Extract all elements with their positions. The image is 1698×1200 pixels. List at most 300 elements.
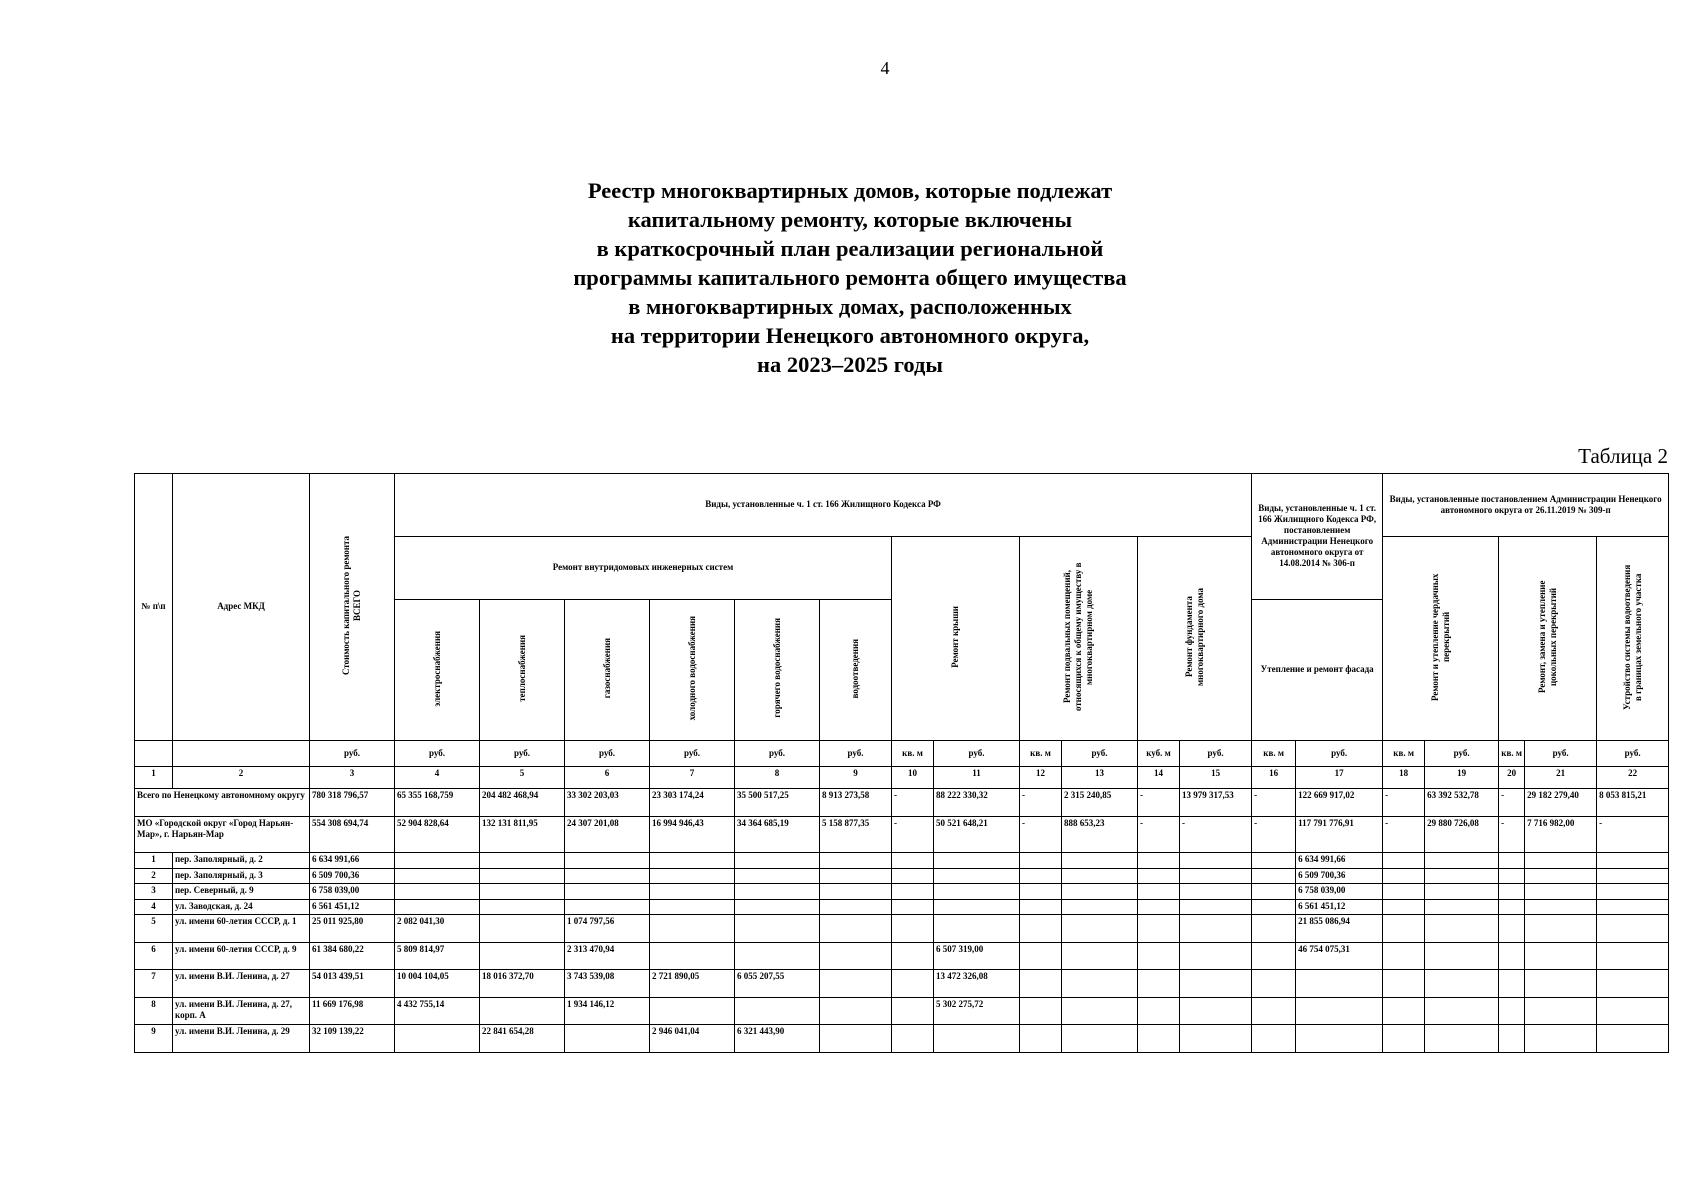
value-cell <box>1597 899 1669 914</box>
column-number-cell: 3 <box>310 767 395 789</box>
address-cell: ул. имени 60-летия СССР, д. 9 <box>173 942 310 970</box>
value-cell <box>1252 942 1296 970</box>
unit-cell: руб. <box>310 740 395 766</box>
summary-label-cell: МО «Городской округ «Город Нарьян-Мар», г. Нарьян-Мар <box>135 816 310 852</box>
value-cell <box>934 915 1020 943</box>
column-number-cell: 7 <box>650 767 735 789</box>
value-cell: - <box>1383 816 1425 852</box>
column-number-cell: 12 <box>1020 767 1062 789</box>
value-cell <box>892 884 934 899</box>
value-cell <box>1525 868 1597 883</box>
unit-cell: кв. м <box>1252 740 1296 766</box>
value-cell <box>480 942 565 970</box>
address-cell: ул. имени В.И. Ленина, д. 27 <box>173 970 310 998</box>
value-cell <box>1020 997 1062 1025</box>
value-cell <box>1252 1025 1296 1053</box>
table-body <box>135 789 1669 1053</box>
row-number-cell: 7 <box>135 970 173 998</box>
value-cell <box>650 942 735 970</box>
header-row <box>135 474 1669 537</box>
value-cell: 204 482 468,94 <box>480 789 565 817</box>
unit-cell: руб. <box>480 740 565 766</box>
value-cell <box>820 915 892 943</box>
value-cell <box>480 884 565 899</box>
value-cell <box>1383 942 1425 970</box>
value-cell <box>1383 997 1425 1025</box>
value-cell: 3 743 539,08 <box>565 970 650 998</box>
header-roof: Ремонт крыши <box>892 536 1020 740</box>
value-cell <box>934 1025 1020 1053</box>
value-cell <box>820 942 892 970</box>
value-cell <box>1296 970 1383 998</box>
value-cell <box>1062 915 1138 943</box>
value-cell <box>735 942 820 970</box>
value-cell <box>1020 884 1062 899</box>
address-cell: ул. имени 60-летия СССР, д. 1 <box>173 915 310 943</box>
value-cell: 122 669 917,02 <box>1296 789 1383 817</box>
value-cell <box>735 884 820 899</box>
value-cell: - <box>1020 816 1062 852</box>
value-cell: 8 053 815,21 <box>1597 789 1669 817</box>
value-cell <box>1020 1025 1062 1053</box>
value-cell <box>1597 868 1669 883</box>
page-number: 4 <box>880 58 890 78</box>
title-line: в многоквартирных домах, расположенных <box>628 294 1072 319</box>
header-total-cost: Стоимость капитального ремонта ВСЕГО <box>310 474 395 741</box>
value-cell: 7 716 982,00 <box>1525 816 1597 852</box>
value-cell: 2 315 240,85 <box>1062 789 1138 817</box>
value-cell: 18 016 372,70 <box>480 970 565 998</box>
header-group-306: Виды, установленные ч. 1 ст. 166 Жилищного Кодекса РФ, постановлением Администрации Ненецкого автономного округа от 14.08.2014 № 306-п <box>1252 474 1383 600</box>
value-cell <box>1425 915 1499 943</box>
value-cell <box>1425 970 1499 998</box>
value-cell <box>1138 970 1180 998</box>
value-cell <box>934 899 1020 914</box>
value-cell <box>892 853 934 868</box>
value-cell <box>565 853 650 868</box>
value-cell <box>1597 853 1669 868</box>
document-title <box>500 176 1200 379</box>
value-cell <box>650 899 735 914</box>
unit-cell: кв. м <box>1499 740 1525 766</box>
value-cell: 5 809 814,97 <box>395 942 480 970</box>
table-row <box>135 915 1669 943</box>
unit-cell: руб. <box>1597 740 1669 766</box>
value-cell: 23 303 174,24 <box>650 789 735 817</box>
value-cell: 6 321 443,90 <box>735 1025 820 1053</box>
value-cell: - <box>1499 789 1525 817</box>
title-line: на 2023–2025 годы <box>757 352 943 377</box>
header-drainage: Устройство системы водоотведения в границах земельного участка <box>1597 536 1669 740</box>
address-cell: пер. Заполярный, д. 2 <box>173 853 310 868</box>
value-cell <box>1180 997 1252 1025</box>
value-cell: 6 758 039,00 <box>310 884 395 899</box>
header-attic: Ремонт и утепление чердачных перекрытий <box>1383 536 1499 740</box>
value-cell <box>1425 942 1499 970</box>
value-cell <box>1138 884 1180 899</box>
unit-cell: руб. <box>934 740 1020 766</box>
value-cell <box>1499 1025 1525 1053</box>
table-row <box>135 884 1669 899</box>
value-cell: 34 364 685,19 <box>735 816 820 852</box>
table-row <box>135 1025 1669 1053</box>
row-number-cell: 2 <box>135 868 173 883</box>
column-number-cell: 10 <box>892 767 934 789</box>
value-cell: 6 509 700,36 <box>1296 868 1383 883</box>
value-cell <box>650 915 735 943</box>
value-cell <box>735 868 820 883</box>
value-cell: - <box>1383 789 1425 817</box>
value-cell <box>1383 868 1425 883</box>
value-cell <box>1180 970 1252 998</box>
value-cell <box>1020 942 1062 970</box>
value-cell <box>565 1025 650 1053</box>
value-cell: 6 634 991,66 <box>1296 853 1383 868</box>
value-cell <box>1525 899 1597 914</box>
unit-cell: кв. м <box>892 740 934 766</box>
value-cell <box>1020 970 1062 998</box>
value-cell <box>735 899 820 914</box>
value-cell: 6 634 991,66 <box>310 853 395 868</box>
value-cell: 65 355 168,759 <box>395 789 480 817</box>
value-cell: 10 004 104,05 <box>395 970 480 998</box>
value-cell: 2 721 890,05 <box>650 970 735 998</box>
column-number-cell: 9 <box>820 767 892 789</box>
value-cell <box>1525 1025 1597 1053</box>
value-cell <box>1062 853 1138 868</box>
value-cell <box>1180 915 1252 943</box>
unit-cell: кв. м <box>1020 740 1062 766</box>
value-cell <box>1062 997 1138 1025</box>
value-cell: 2 082 041,30 <box>395 915 480 943</box>
value-cell <box>1425 997 1499 1025</box>
value-cell: 35 500 517,25 <box>735 789 820 817</box>
value-cell: 4 432 755,14 <box>395 997 480 1025</box>
value-cell <box>1597 915 1669 943</box>
value-cell: 6 507 319,00 <box>934 942 1020 970</box>
value-cell: 6 561 451,12 <box>1296 899 1383 914</box>
value-cell <box>480 853 565 868</box>
units-row <box>135 740 1669 766</box>
title-line: капитальному ремонту, которые включены <box>627 207 1073 232</box>
unit-cell: руб. <box>1296 740 1383 766</box>
value-cell <box>735 997 820 1025</box>
value-cell <box>1252 915 1296 943</box>
value-cell <box>1525 942 1597 970</box>
value-cell: 29 880 726,08 <box>1425 816 1499 852</box>
unit-cell: руб. <box>735 740 820 766</box>
table-row <box>135 942 1669 970</box>
value-cell <box>820 970 892 998</box>
value-cell <box>1383 970 1425 998</box>
value-cell <box>395 868 480 883</box>
column-number-cell: 16 <box>1252 767 1296 789</box>
value-cell: 6 055 207,55 <box>735 970 820 998</box>
value-cell: 1 934 146,12 <box>565 997 650 1025</box>
value-cell: 11 669 176,98 <box>310 997 395 1025</box>
value-cell <box>1525 970 1597 998</box>
row-number-cell: 5 <box>135 915 173 943</box>
value-cell <box>1296 997 1383 1025</box>
value-cell <box>480 868 565 883</box>
address-cell: пер. Северный, д. 9 <box>173 884 310 899</box>
value-cell: 6 561 451,12 <box>310 899 395 914</box>
column-number-cell: 17 <box>1296 767 1383 789</box>
value-cell <box>480 915 565 943</box>
value-cell <box>1062 899 1138 914</box>
value-cell <box>892 997 934 1025</box>
value-cell: 117 791 776,91 <box>1296 816 1383 852</box>
value-cell: 2 946 041,04 <box>650 1025 735 1053</box>
header-hot-water: горячего водоснабжения <box>735 599 820 740</box>
value-cell: 6 758 039,00 <box>1296 884 1383 899</box>
value-cell <box>1597 997 1669 1025</box>
value-cell: - <box>1252 789 1296 817</box>
column-number-cell: 20 <box>1499 767 1525 789</box>
value-cell: 8 913 273,58 <box>820 789 892 817</box>
value-cell <box>1180 899 1252 914</box>
value-cell: 33 302 203,03 <box>565 789 650 817</box>
value-cell <box>1597 970 1669 998</box>
value-cell <box>1499 915 1525 943</box>
header-sewer: водоотведения <box>820 599 892 740</box>
value-cell: 88 222 330,32 <box>934 789 1020 817</box>
value-cell <box>1020 868 1062 883</box>
registry-table <box>134 473 1669 1053</box>
value-cell <box>1499 868 1525 883</box>
value-cell <box>735 915 820 943</box>
value-cell <box>395 884 480 899</box>
value-cell <box>1062 884 1138 899</box>
value-cell <box>1296 1025 1383 1053</box>
table-row <box>135 853 1669 868</box>
value-cell <box>820 1025 892 1053</box>
value-cell <box>1252 997 1296 1025</box>
value-cell <box>1597 884 1669 899</box>
value-cell <box>1499 899 1525 914</box>
value-cell <box>1597 1025 1669 1053</box>
value-cell <box>1252 853 1296 868</box>
value-cell: 780 318 796,57 <box>310 789 395 817</box>
value-cell: - <box>1138 789 1180 817</box>
value-cell: 54 013 439,51 <box>310 970 395 998</box>
value-cell <box>480 997 565 1025</box>
value-cell <box>1252 884 1296 899</box>
value-cell <box>480 899 565 914</box>
unit-cell: руб. <box>1425 740 1499 766</box>
column-number-cell: 13 <box>1062 767 1138 789</box>
value-cell: - <box>1138 816 1180 852</box>
header-basement: Ремонт подвальных помещений, относящихся к общему имуществу в многоквартирном доме <box>1020 536 1138 740</box>
value-cell <box>1383 915 1425 943</box>
address-cell: ул. имени В.И. Ленина, д. 27, корп. А <box>173 997 310 1025</box>
value-cell <box>650 868 735 883</box>
units-empty-cell <box>173 740 310 766</box>
value-cell <box>1138 997 1180 1025</box>
value-cell <box>1020 899 1062 914</box>
value-cell: 13 979 317,53 <box>1180 789 1252 817</box>
value-cell <box>1383 1025 1425 1053</box>
address-cell: пер. Заполярный, д. 3 <box>173 868 310 883</box>
column-number-cell: 15 <box>1180 767 1252 789</box>
value-cell: 1 074 797,56 <box>565 915 650 943</box>
summary-label-cell: Всего по Ненецкому автономному округу <box>135 789 310 817</box>
address-cell: ул. Заводская, д. 24 <box>173 899 310 914</box>
value-cell: 5 158 877,35 <box>820 816 892 852</box>
value-cell: 24 307 201,08 <box>565 816 650 852</box>
column-number-cell: 2 <box>173 767 310 789</box>
value-cell <box>395 853 480 868</box>
value-cell: - <box>892 816 934 852</box>
value-cell <box>1425 868 1499 883</box>
value-cell: 50 521 648,21 <box>934 816 1020 852</box>
column-numbers-row <box>135 767 1669 789</box>
value-cell: 888 653,23 <box>1062 816 1138 852</box>
value-cell: 63 392 532,78 <box>1425 789 1499 817</box>
value-cell: 21 855 086,94 <box>1296 915 1383 943</box>
value-cell <box>1138 868 1180 883</box>
value-cell <box>892 1025 934 1053</box>
unit-cell: руб. <box>565 740 650 766</box>
header-num: № п\п <box>135 474 173 741</box>
value-cell: 16 994 946,43 <box>650 816 735 852</box>
table-row <box>135 997 1669 1025</box>
value-cell <box>1383 899 1425 914</box>
header-plinth: Ремонт, замена и утепление цокольных перекрытий <box>1499 536 1597 740</box>
value-cell: 2 313 470,94 <box>565 942 650 970</box>
value-cell <box>1252 868 1296 883</box>
value-cell <box>820 853 892 868</box>
value-cell: 554 308 694,74 <box>310 816 395 852</box>
value-cell: 61 384 680,22 <box>310 942 395 970</box>
value-cell <box>1425 884 1499 899</box>
value-cell <box>1525 915 1597 943</box>
value-cell: 46 754 075,31 <box>1296 942 1383 970</box>
row-number-cell: 8 <box>135 997 173 1025</box>
value-cell <box>395 899 480 914</box>
header-facade: Утепление и ремонт фасада <box>1252 599 1383 740</box>
value-cell <box>1383 853 1425 868</box>
value-cell <box>650 997 735 1025</box>
value-cell <box>1138 899 1180 914</box>
value-cell <box>1020 853 1062 868</box>
value-cell: 13 472 326,08 <box>934 970 1020 998</box>
header-foundation: Ремонт фундамента многоквартирного дома <box>1138 536 1252 740</box>
column-number-cell: 18 <box>1383 767 1425 789</box>
unit-cell: куб. м <box>1138 740 1180 766</box>
value-cell <box>1138 942 1180 970</box>
value-cell <box>1525 853 1597 868</box>
table-label: Таблица 2 <box>1578 444 1668 468</box>
value-cell <box>892 915 934 943</box>
value-cell <box>892 868 934 883</box>
value-cell: 22 841 654,28 <box>480 1025 565 1053</box>
table-row <box>135 868 1669 883</box>
value-cell <box>1425 853 1499 868</box>
row-number-cell: 3 <box>135 884 173 899</box>
unit-cell: руб. <box>1525 740 1597 766</box>
column-number-cell: 22 <box>1597 767 1669 789</box>
value-cell <box>1499 942 1525 970</box>
unit-cell: руб. <box>820 740 892 766</box>
value-cell <box>1499 853 1525 868</box>
value-cell <box>650 853 735 868</box>
title-line: программы капитального ремонта общего имущества <box>573 265 1127 290</box>
value-cell <box>1425 899 1499 914</box>
value-cell: 25 011 925,80 <box>310 915 395 943</box>
unit-cell: руб. <box>395 740 480 766</box>
header-cold-water: холодного водоснабжения <box>650 599 735 740</box>
value-cell <box>1499 884 1525 899</box>
value-cell <box>820 884 892 899</box>
value-cell <box>1062 868 1138 883</box>
value-cell: - <box>892 789 934 817</box>
value-cell <box>1180 1025 1252 1053</box>
value-cell <box>735 853 820 868</box>
value-cell <box>934 884 1020 899</box>
header-engineering: Ремонт внутридомовых инженерных систем <box>395 536 892 599</box>
value-cell <box>1062 942 1138 970</box>
value-cell <box>1499 970 1525 998</box>
column-number-cell: 4 <box>395 767 480 789</box>
value-cell: 6 509 700,36 <box>310 868 395 883</box>
header-heat: теплоснабжения <box>480 599 565 740</box>
value-cell: - <box>1180 816 1252 852</box>
title-line: на территории Ненецкого автономного округа, <box>610 323 1090 348</box>
value-cell <box>892 942 934 970</box>
title-line: Реестр многоквартирных домов, которые подлежат <box>587 178 1113 203</box>
unit-cell: руб. <box>650 740 735 766</box>
value-cell <box>1597 942 1669 970</box>
value-cell <box>1180 942 1252 970</box>
value-cell: 52 904 828,64 <box>395 816 480 852</box>
value-cell <box>1138 915 1180 943</box>
value-cell <box>820 899 892 914</box>
table-row <box>135 816 1669 852</box>
column-number-cell: 19 <box>1425 767 1499 789</box>
header-electro: электроснабжения <box>395 599 480 740</box>
value-cell <box>1180 884 1252 899</box>
header-group-309: Виды, установленные постановлением Администрации Ненецкого автономного округа от 26.11.2019 № 309-п <box>1383 474 1669 537</box>
unit-cell: руб. <box>1180 740 1252 766</box>
value-cell <box>1525 997 1597 1025</box>
value-cell <box>395 1025 480 1053</box>
value-cell: 132 131 811,95 <box>480 816 565 852</box>
value-cell <box>1062 1025 1138 1053</box>
column-number-cell: 14 <box>1138 767 1180 789</box>
value-cell <box>934 868 1020 883</box>
value-cell <box>1252 970 1296 998</box>
value-cell <box>565 868 650 883</box>
units-empty-cell <box>135 740 173 766</box>
header-group-166: Виды, установленные ч. 1 ст. 166 Жилищного Кодекса РФ <box>395 474 1252 537</box>
value-cell <box>565 884 650 899</box>
row-number-cell: 1 <box>135 853 173 868</box>
unit-cell: руб. <box>1062 740 1138 766</box>
value-cell: - <box>1499 816 1525 852</box>
column-number-cell: 1 <box>135 767 173 789</box>
header-gas: газоснабжения <box>565 599 650 740</box>
value-cell <box>1180 868 1252 883</box>
unit-cell: кв. м <box>1383 740 1425 766</box>
value-cell <box>650 884 735 899</box>
column-number-cell: 5 <box>480 767 565 789</box>
address-cell: ул. имени В.И. Ленина, д. 29 <box>173 1025 310 1053</box>
column-number-cell: 21 <box>1525 767 1597 789</box>
row-number-cell: 4 <box>135 899 173 914</box>
value-cell: - <box>1020 789 1062 817</box>
table-row <box>135 899 1669 914</box>
